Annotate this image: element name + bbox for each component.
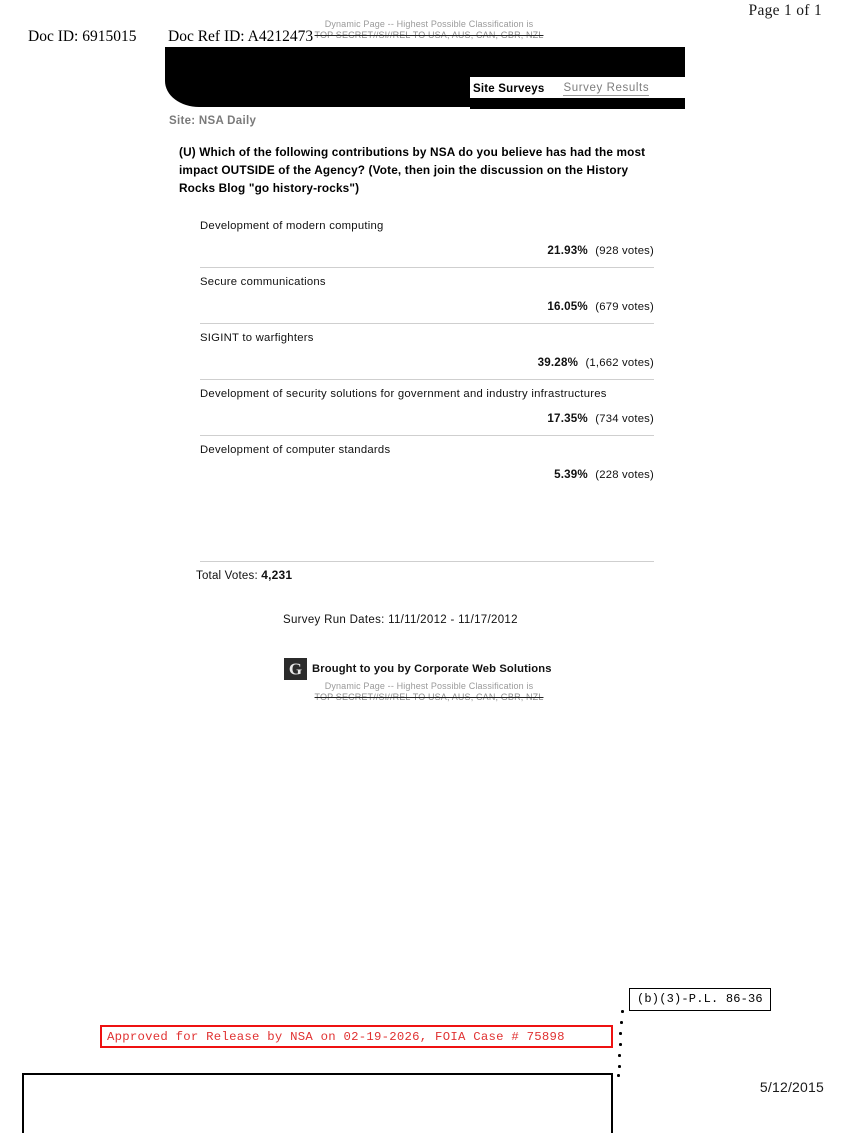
survey-option-percent: 17.35%	[547, 412, 588, 426]
total-votes	[196, 568, 292, 582]
survey-option-percent: 21.93%	[547, 244, 588, 258]
redaction-block-top	[165, 47, 685, 77]
survey-option-votes: (679 votes)	[595, 301, 654, 314]
site-header	[165, 47, 685, 109]
survey-option-label: Development of security solutions for government and industry infrastructures	[200, 388, 607, 401]
survey-option-figures	[200, 244, 654, 257]
footer-date: 5/12/2015	[759, 1079, 824, 1095]
corporate-web-solutions-logo-icon	[284, 658, 307, 680]
survey-option-figures	[200, 300, 654, 313]
doc-id-stamp: Doc ID: 6915015	[28, 28, 137, 45]
total-votes-label: Total Votes:	[196, 570, 258, 582]
survey-option-votes: (1,662 votes)	[585, 357, 654, 370]
foia-exemption-box: (b)(3)-P.L. 86-36	[629, 988, 771, 1011]
bottom-bordered-box	[22, 1073, 613, 1133]
survey-option-percent: 5.39%	[554, 468, 588, 482]
survey-result-row	[200, 212, 654, 267]
footer-branding	[284, 658, 552, 680]
total-votes-divider	[200, 561, 654, 562]
leader-dots	[617, 1010, 627, 1076]
survey-option-votes: (928 votes)	[595, 245, 654, 258]
classification-banner-line1: Dynamic Page -- Highest Possible Classification is	[324, 19, 534, 29]
survey-run-dates: Survey Run Dates: 11/11/2012 - 11/17/2012	[283, 614, 518, 626]
survey-option-figures	[200, 356, 654, 369]
logo-glyph: G	[288, 659, 303, 678]
redaction-block-nav-underbar	[470, 98, 685, 109]
tab-survey-results[interactable]: Survey Results	[563, 81, 650, 94]
survey-option-label: SIGINT to warfighters	[200, 332, 314, 345]
survey-result-row	[200, 267, 654, 323]
survey-option-label: Development of modern computing	[200, 220, 384, 232]
classification-banner-bottom-line2: TOP SECRET//SI//REL TO USA, AUS, CAN, GBR, NZL	[314, 692, 544, 703]
page-number: Page 1 of 1	[748, 2, 822, 19]
foia-release-stamp	[100, 1025, 613, 1048]
survey-option-figures	[200, 468, 654, 481]
survey-result-row	[200, 323, 654, 379]
survey-result-row	[200, 435, 654, 491]
survey-option-percent: 16.05%	[547, 300, 588, 314]
survey-option-percent: 39.28%	[537, 356, 579, 370]
total-votes-value: 4,231	[261, 568, 293, 582]
survey-option-votes: (734 votes)	[595, 413, 654, 426]
survey-option-label: Development of computer standards	[200, 444, 391, 457]
doc-ref-id-stamp: Doc Ref ID: A4212473	[168, 28, 314, 45]
tab-site-surveys[interactable]: Site Surveys	[473, 82, 545, 95]
survey-results-list	[200, 212, 654, 491]
classification-banner-top	[288, 19, 570, 40]
survey-question: (U) Which of the following contributions by NSA do you believe has had the most impact OUTSIDE of the Agency? (Vote, then join the discussion on the History Rocks Blog "go history-rocks")	[179, 145, 646, 195]
site-navigation	[470, 78, 685, 99]
survey-option-label: Secure communications	[200, 276, 326, 289]
footer-brand-text: Brought to you by Corporate Web Solutions	[312, 663, 552, 675]
survey-option-votes: (228 votes)	[595, 469, 654, 482]
foia-release-stamp-text: Approved for Release by NSA on 02-19-2026, FOIA Case # 75898	[107, 1029, 565, 1044]
redaction-block-lower	[165, 77, 470, 107]
classification-banner-line2: TOP SECRET//SI//REL TO USA, AUS, CAN, GBR, NZL	[314, 30, 544, 41]
classification-banner-bottom-line1: Dynamic Page -- Highest Possible Classification is	[324, 681, 534, 691]
survey-result-row	[200, 379, 654, 435]
site-label: Site: NSA Daily	[169, 115, 257, 127]
classification-banner-bottom	[288, 681, 570, 702]
survey-option-figures	[200, 412, 654, 425]
